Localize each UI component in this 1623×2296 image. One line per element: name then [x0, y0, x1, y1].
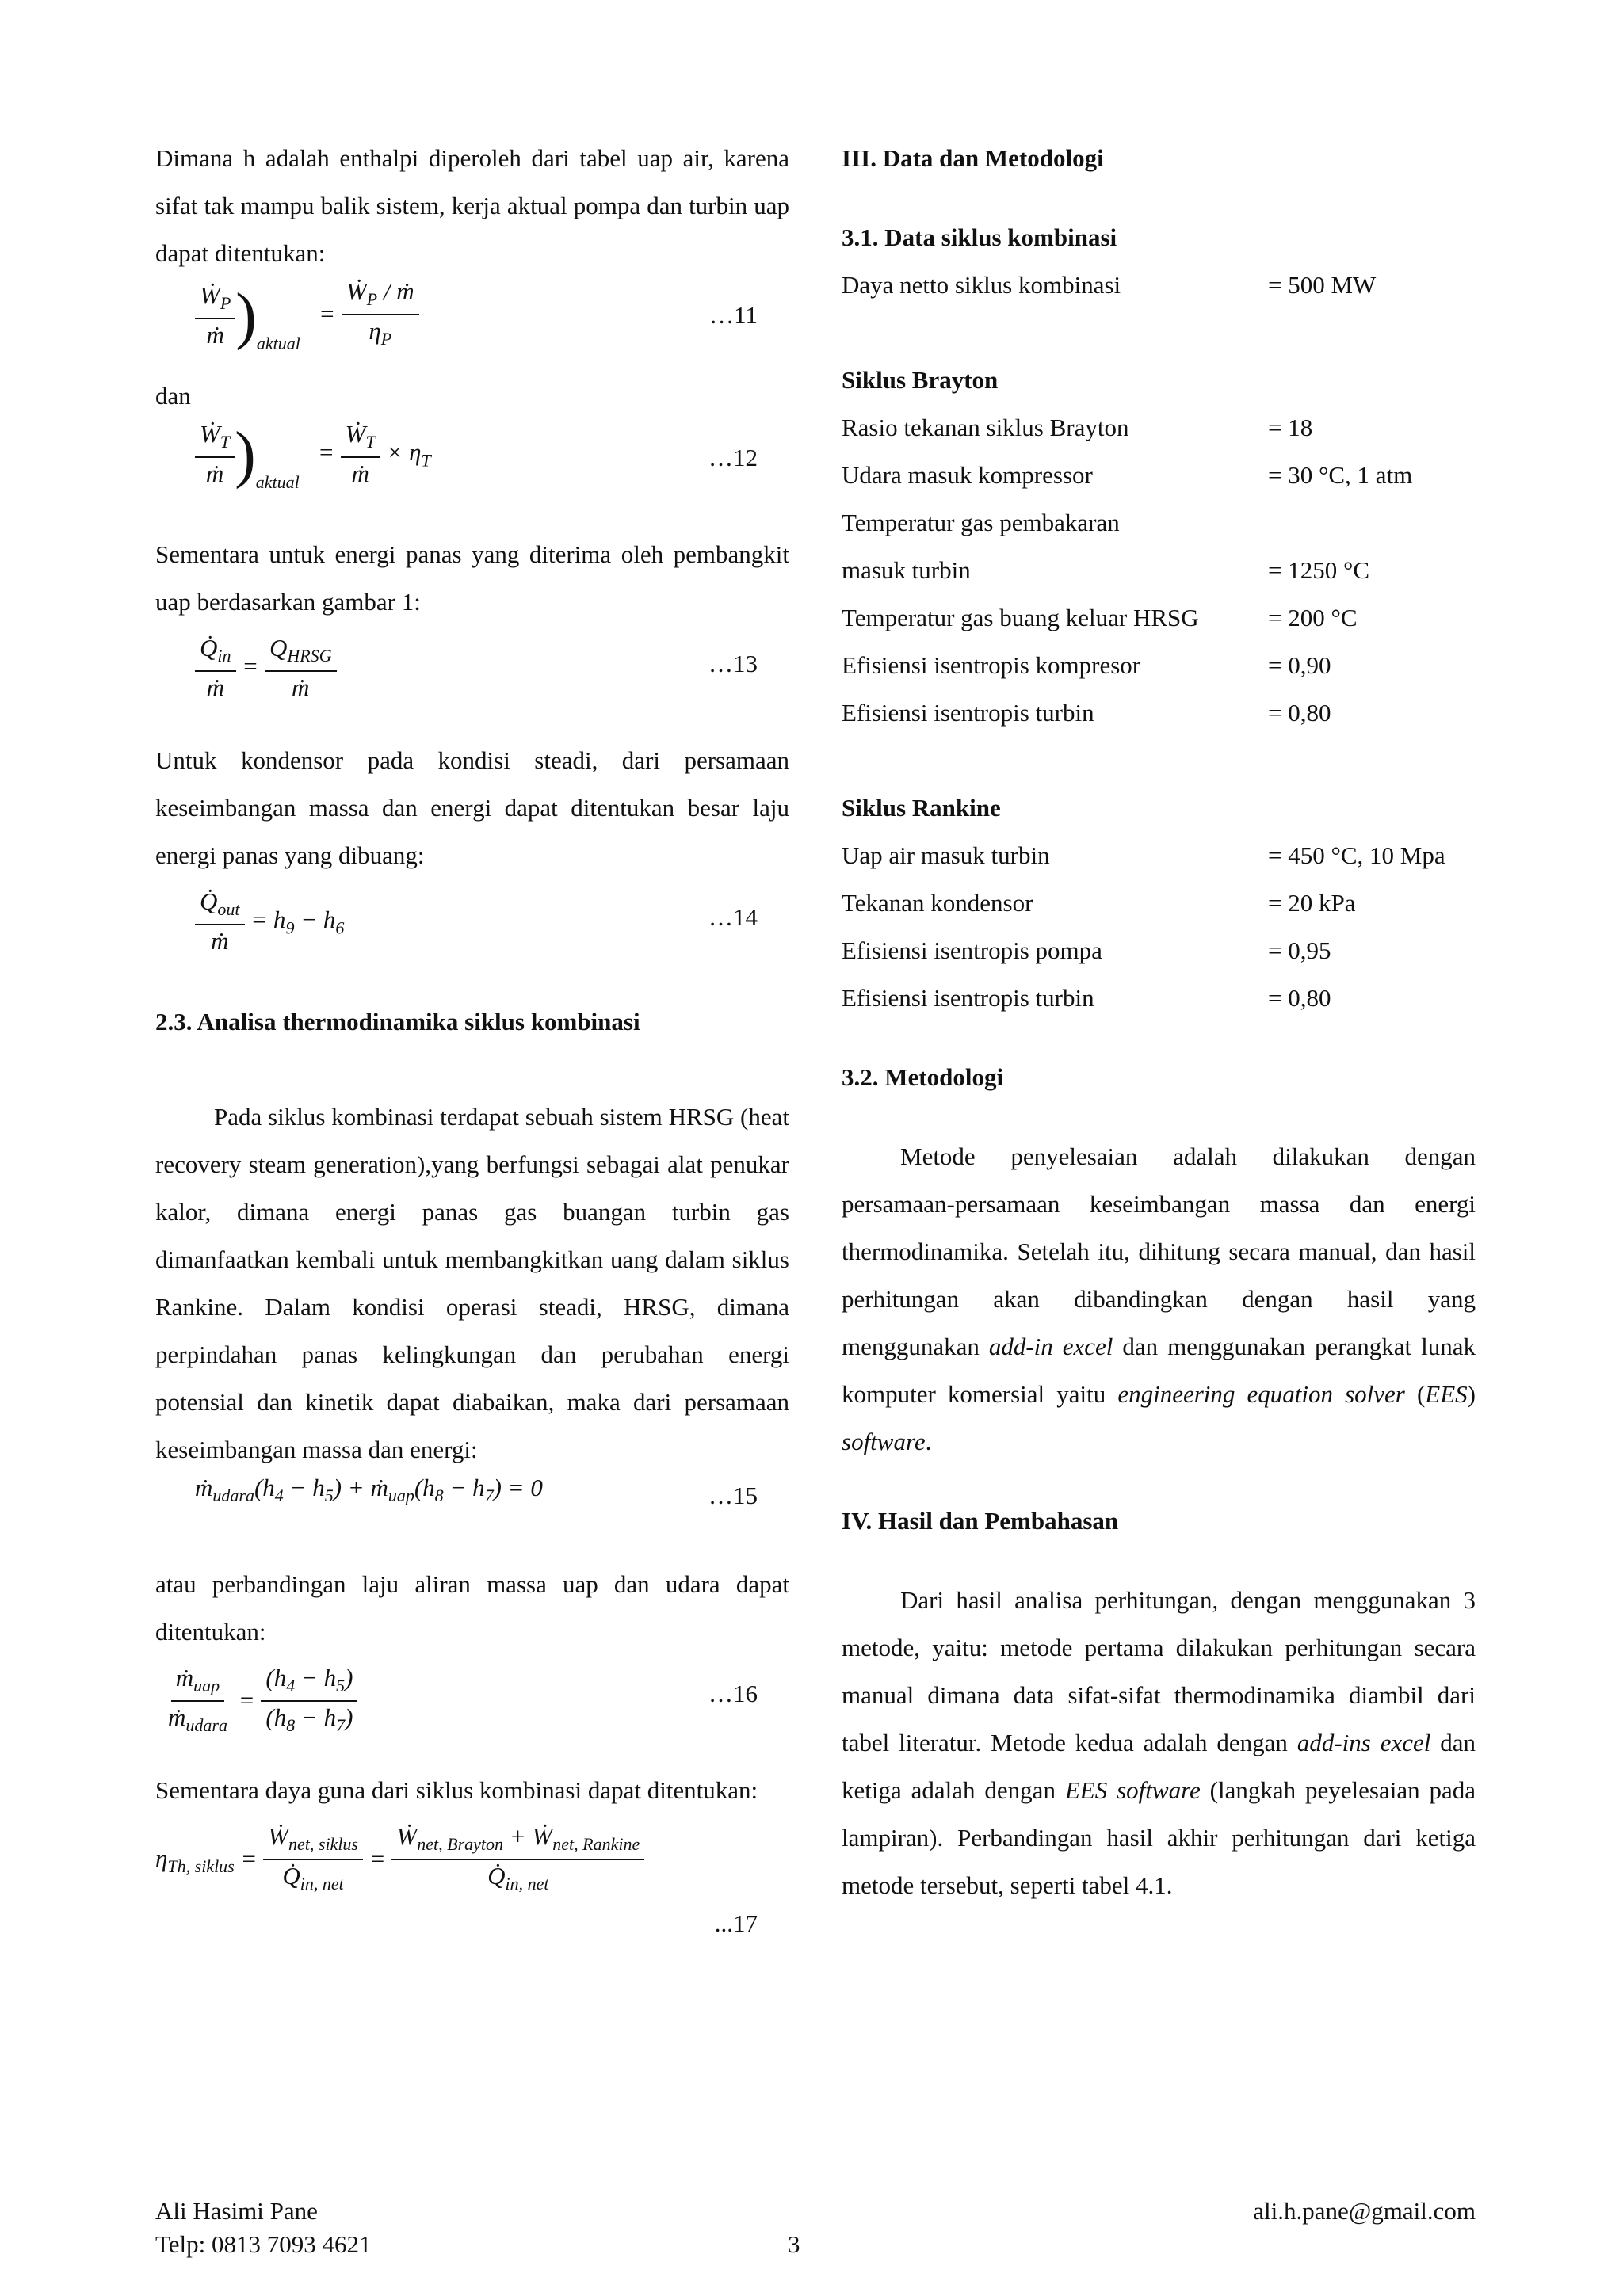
subheading-brayton: Siklus Brayton [842, 366, 999, 394]
paragraph-daya-guna: Sementara daya guna dari siklus kombinasi dapat ditentukan: [155, 1776, 758, 1804]
data-row [842, 404, 1476, 452]
equation-number: …11 [709, 301, 758, 329]
paragraph-hasil: Dari hasil analisa perhitungan, dengan menggunakan 3 metode, yaitu: metode pertama dilakukan perhitungan secara manual dimana data sifat-sifat thermodinamika diambil dari tabel literatur. Metode kedua adalah dengan add-ins excel dan ketiga adalah dengan EES software (langkah peyelesaian pada lampiran). Perbandingan hasil akhir perhitungan dari ketiga metode tersebut, seperti tabel 4.1. [842, 1586, 1476, 1899]
paragraph-kondensor: Untuk kondensor pada kondisi steadi, dari persamaan keseimbangan massa dan energi dapat ditentukan besar laju energi panas yang dibuang: [155, 746, 789, 869]
data-value: = 30 °C, 1 atm [1268, 461, 1413, 489]
section-heading-4: IV. Hasil dan Pembahasan [842, 1507, 1119, 1535]
paragraph-energi-panas: Sementara untuk energi panas yang diterima oleh pembangkit uap berdasarkan gambar 1: [155, 540, 789, 616]
section-heading-3: III. Data dan Metodologi [842, 144, 1104, 172]
equation-11: $\frac{Ẇ_P}{\text{ṁ}}$ )$_{aktual}$ = $\frac{Ẇ_P / ṁ}{\eta_P}$ …11 [155, 277, 789, 372]
paragraph-metodologi: Metode penyelesaian adalah dilakukan dengan persamaan-persamaan keseimbangan massa dan energi thermodinamika. Setelah itu, dihitung secara manual, dan hasil perhitungan akan dibandingkan dengan hasil yang menggunakan add-in excel dan menggunakan perangkat lunak komputer komersial yaitu engineering equation solver (EES) software. [842, 1142, 1476, 1455]
page-footer [155, 2195, 1476, 2261]
subheading-3-1: 3.1. Data siklus kombinasi [842, 223, 1117, 251]
data-label: Tekanan kondensor [842, 889, 1033, 917]
footer-phone: Telp: 0813 7093 4621 [155, 2230, 372, 2258]
data-value: = 0,80 [1268, 984, 1331, 1012]
data-value: = 18 [1268, 414, 1313, 441]
data-row [842, 832, 1476, 879]
data-label: Uap air masuk turbin [842, 841, 1050, 869]
data-row-daya: Daya netto siklus kombinasi = 500 MW [842, 271, 1377, 299]
equation-number: …15 [708, 1482, 758, 1509]
data-label: Temperatur gas pembakaran [842, 509, 1120, 536]
section-heading-2-3: 2.3. Analisa thermodinamika siklus kombinasi [155, 1008, 640, 1035]
paragraph-enthalpy: Dimana h adalah enthalpi diperoleh dari tabel uap air, karena sifat tak mampu balik sistem, kerja aktual pompa dan turbin uap dapat ditentukan: [155, 144, 789, 267]
data-row [842, 499, 1476, 547]
data-value: = 20 kPa [1268, 889, 1356, 917]
text-dan: dan [155, 382, 191, 410]
equation-17: $\eta_{Th, siklus}$ = $\frac{Ẇ_{net, siklus}}{Q̇_{in, net}}$ = $\frac{Ẇ_{net, Brayton} + Ẇ_{net, Rankine}}{Q̇_{in, net}}$ ...17 [155, 1822, 758, 1937]
equation-14: $\frac{Q̇_{out}}{\text{ṁ}}$ = $h_9 - h_6$ …14 [155, 879, 789, 998]
equation-16: $\frac{ṁ_{uap}}{ṁ_{udara}}$ = $\frac{(h_4 - h_5)}{(h_8 - h_7)}$ …16 [168, 1664, 758, 1736]
brayton-data-list [842, 404, 1476, 737]
paragraph-perbandingan: atau perbandingan laju aliran massa uap dan udara dapat ditentukan: [155, 1570, 789, 1646]
footer-author: Ali Hasimi Pane [155, 2197, 318, 2225]
footer-email: ali.h.pane@gmail.com [1253, 2197, 1476, 2225]
equation-number: …13 [708, 650, 758, 677]
rankine-data-list [842, 832, 1476, 1022]
subheading-rankine: Siklus Rankine [842, 794, 1001, 822]
data-label: Efisiensi isentropis kompresor [842, 651, 1141, 679]
data-label: Temperatur gas buang keluar HRSG [842, 604, 1199, 631]
data-value: = 0,95 [1268, 936, 1331, 964]
equation-15: $ṁ_{udara}(h_4 - h_5)$ + $ṁ_{uap}(h_8 - h_7) = 0$ …15 [195, 1474, 758, 1509]
data-value: = 0,90 [1268, 651, 1331, 679]
left-column [155, 135, 789, 1965]
data-row [842, 879, 1476, 927]
equation-number: ...17 [714, 1909, 758, 1937]
equation-number: …16 [708, 1680, 758, 1707]
subheading-3-2: 3.2. Metodologi [842, 1063, 1004, 1091]
data-label: Efisiensi isentropis pompa [842, 936, 1102, 964]
data-value: = 450 °C, 10 Mpa [1268, 841, 1445, 869]
data-row [842, 642, 1476, 689]
right-column [842, 135, 1476, 1909]
equation-number: …14 [708, 903, 758, 931]
data-row [842, 594, 1476, 642]
data-row [842, 974, 1476, 1022]
data-value: = 200 °C [1268, 604, 1358, 631]
data-row [842, 689, 1476, 737]
data-label: Efisiensi isentropis turbin [842, 984, 1094, 1012]
data-value: = 1250 °C [1268, 556, 1370, 584]
page-number: 3 [788, 2230, 800, 2258]
data-label: Efisiensi isentropis turbin [842, 699, 1094, 727]
data-value: = 0,80 [1268, 699, 1331, 727]
equation-number: …12 [708, 444, 758, 471]
data-row [842, 927, 1476, 974]
data-label: Rasio tekanan siklus Brayton [842, 414, 1129, 441]
paragraph-hrsg: Pada siklus kombinasi terdapat sebuah sistem HRSG (heat recovery steam generation),yang berfungsi sebagai alat penukar kalor, dimana energi panas gas buangan turbin gas dimanfaatkan kembali untuk membangkitkan uang dalam siklus Rankine. Dalam kondisi operasi steadi, HRSG, dimana perpindahan panas kelingkungan dan perubahan energi potensial dan kinetik dapat diabaikan, maka dari persamaan keseimbangan massa dan energi: [155, 1103, 789, 1463]
equation-12: $\frac{Ẇ_T}{\text{ṁ}}$ )$_{aktual}$ = $\frac{Ẇ_T}{\text{ṁ}}$ × $\eta_T$ …12 [155, 420, 789, 531]
data-label: Udara masuk kompressor [842, 461, 1093, 489]
data-row [842, 547, 1476, 594]
equation-13: $\frac{Q̇_{in}}{\text{ṁ}}$ = $\frac{Q_{HRSG}}{\text{ṁ}}$ …13 [155, 626, 789, 737]
data-row [842, 452, 1476, 499]
data-label: masuk turbin [842, 556, 971, 584]
